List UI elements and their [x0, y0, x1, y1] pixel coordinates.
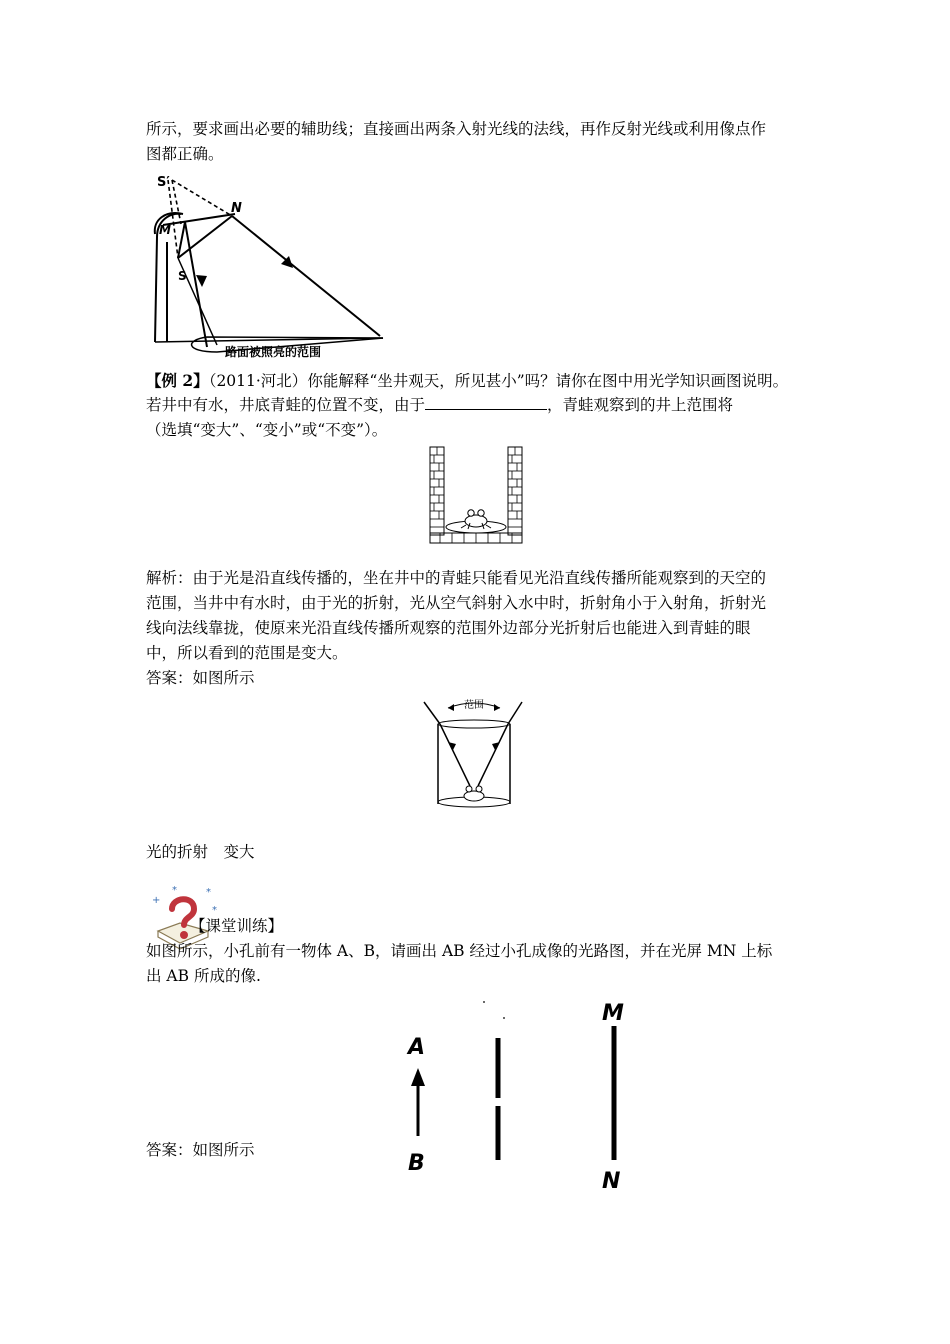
label-n-screen: N: [602, 1169, 621, 1194]
example2-line-2: [146, 393, 810, 418]
label-s: S: [178, 269, 187, 283]
reflection-diagram: [145, 172, 390, 362]
object-arrow-head: [411, 1068, 425, 1086]
answer-2: 答案：如图所示: [146, 1141, 255, 1159]
analysis-line-2: 范围，当井中有水时，由于光的折射，光从空气斜射入水中时，折射角小于入射角，折射光: [146, 594, 767, 612]
example-line2-b: ，青蛙观察到的井上范围将: [547, 396, 734, 414]
label-n: N: [231, 201, 242, 216]
frog-well-figure: [428, 445, 524, 547]
example-source: （2011·河北）: [208, 372, 308, 390]
svg-text:*: *: [212, 905, 217, 916]
analysis-line-3: 线向法线靠拢，使原来光沿直线传播所观察的范围外边部分光折射后也能进入到青蛙的眼: [146, 619, 751, 637]
analysis-line-1: 解析：由于光是沿直线传播的，坐在井中的青蛙只能看见光沿直线传播所能观察到的天空的: [146, 569, 767, 587]
range-label: 范围: [464, 700, 484, 711]
svg-text:*: *: [172, 885, 177, 896]
label-m: M: [159, 223, 171, 237]
answer-line: 光的折射 变大: [146, 843, 255, 861]
example2-line-3: （选填“变大”、“变小”或“不变”）。: [146, 421, 388, 439]
frog-icon: [461, 510, 491, 529]
practice-line-2: 出 AB 所成的像.: [146, 967, 261, 985]
label-s-prime: S′: [157, 175, 170, 190]
practice-line-1: 如图所示，小孔前有一物体 A、B，请画出 AB 经过小孔成像的光路图，并在光屏 MN 上标: [146, 942, 773, 960]
label-m-screen: M: [602, 1001, 624, 1026]
example-line2-a: 若井中有水，井底青蛙的位置不变，由于: [146, 396, 426, 414]
example2-line-1: [146, 368, 810, 394]
practice-header: 【课堂训练】: [190, 917, 284, 935]
intro-line-2: 图都正确。: [146, 145, 224, 163]
analysis-line-4: 中，所以看到的范围是变大。: [146, 644, 348, 662]
pinhole-diagram: [400, 996, 640, 1194]
answer-1: 答案：如图所示: [146, 669, 255, 687]
example-tag: 【例 2】: [146, 371, 209, 390]
label-a: A: [408, 1035, 426, 1060]
refraction-well-figure: [418, 694, 528, 816]
label-b: B: [408, 1151, 425, 1176]
fill-blank[interactable]: [425, 395, 547, 410]
fig1-caption: 路面被照亮的范围: [225, 345, 322, 359]
frog-icon-2: [464, 786, 484, 801]
intro-line-1: 所示，要求画出必要的辅助线；直接画出两条入射光线的法线，再作反射光线或利用像点作: [146, 120, 767, 138]
svg-text:*: *: [206, 887, 211, 898]
example-question: 你能解释“坐井观天，所见甚小”吗？请你在图中用光学知识画图说明。: [307, 372, 789, 390]
svg-text:+: +: [152, 895, 161, 906]
